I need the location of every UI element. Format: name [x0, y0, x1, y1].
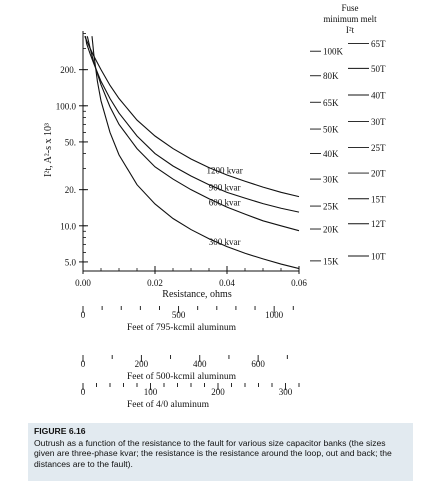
y-tick-label: 100.0 [55, 101, 76, 112]
fuse-t-label: 50T [371, 63, 386, 74]
fuse-k-label: 25K [323, 201, 339, 212]
y-tick-label: 10.0 [60, 221, 76, 232]
series-line-300-kvar [92, 36, 299, 268]
fuse-k-label: 80K [323, 71, 339, 82]
figure-caption [28, 423, 413, 481]
fuse-t-label: 40T [371, 90, 386, 101]
secondary-axis-label: Feet of 795-kcmil aluminum [127, 323, 236, 333]
series-line-1200-kvar [85, 36, 299, 196]
secondary-axis-label: Feet of 500-kcmil aluminum [127, 372, 236, 382]
fuse-t-label: 30T [371, 116, 386, 127]
secondary-tick-label: 0 [80, 359, 86, 369]
x-tick-label: 0.00 [75, 278, 91, 288]
x-axis-label: Resistance, ohms [162, 289, 232, 300]
secondary-tick-label: 200 [211, 387, 225, 397]
fuse-k-label: 20K [323, 224, 339, 235]
secondary-tick-label: 1000 [265, 310, 284, 320]
fuse-k-label: 50K [323, 124, 339, 135]
fuse-t-label: 12T [371, 219, 386, 230]
series-label: 300 kvar [208, 236, 241, 247]
series-line-600-kvar [87, 36, 299, 230]
y-tick-label: 50. [64, 137, 76, 148]
y-tick-label: 20. [64, 185, 76, 196]
fuse-t-label: 25T [371, 142, 386, 153]
secondary-axis-label: Feet of 4/0 aluminum [127, 400, 210, 410]
fuse-k-label: 40K [323, 149, 339, 160]
fuse-t-label: 10T [371, 251, 386, 262]
fuse-axis [310, 3, 386, 266]
fuse-k-label: 15K [323, 256, 339, 267]
secondary-tick-label: 400 [193, 359, 207, 369]
secondary-tick-label: 0 [80, 387, 86, 397]
plot-area [43, 31, 307, 300]
secondary-tick-label: 500 [171, 310, 186, 320]
x-tick-label: 0.02 [147, 278, 163, 288]
fuse-k-label: 30K [323, 174, 339, 185]
fuse-t-label: 20T [371, 168, 386, 179]
fuse-axis-title: Fuse [341, 3, 359, 13]
y-tick-label: 200. [60, 65, 76, 76]
series-label: 900 kvar [208, 182, 241, 193]
x-tick-label: 0.04 [219, 278, 235, 288]
secondary-tick-label: 300 [278, 387, 293, 397]
secondary-distance-axes [81, 306, 299, 410]
x-tick-label: 0.06 [291, 278, 307, 288]
secondary-tick-label: 200 [134, 359, 149, 369]
secondary-tick-label: 0 [80, 310, 86, 320]
secondary-tick-label: 600 [251, 359, 265, 369]
y-tick-label: 5.0 [64, 257, 76, 268]
fuse-axis-title: I²t [345, 25, 355, 35]
series-label: 600 kvar [208, 197, 241, 208]
fuse-k-label: 65K [323, 97, 339, 108]
fuse-t-label: 15T [371, 194, 386, 205]
caption-text: Outrush as a function of the resistance to the fault for various size capacitor banks (the sizes given are three-phase kvar; the resistance is the resistance around the loop, out and back; the distances are to the fault). [34, 437, 392, 469]
y-axis-label: I²t, A²-s x 10³ [43, 123, 54, 177]
secondary-tick-label: 100 [143, 387, 158, 397]
series-line-900-kvar [86, 36, 299, 212]
fuse-t-label: 65T [371, 39, 386, 50]
caption-label: FIGURE 6.16 [34, 426, 86, 436]
fuse-axis-title: minimum melt [323, 14, 377, 24]
series-label: 1200 kvar [206, 165, 243, 176]
fuse-k-label: 100K [323, 46, 343, 57]
